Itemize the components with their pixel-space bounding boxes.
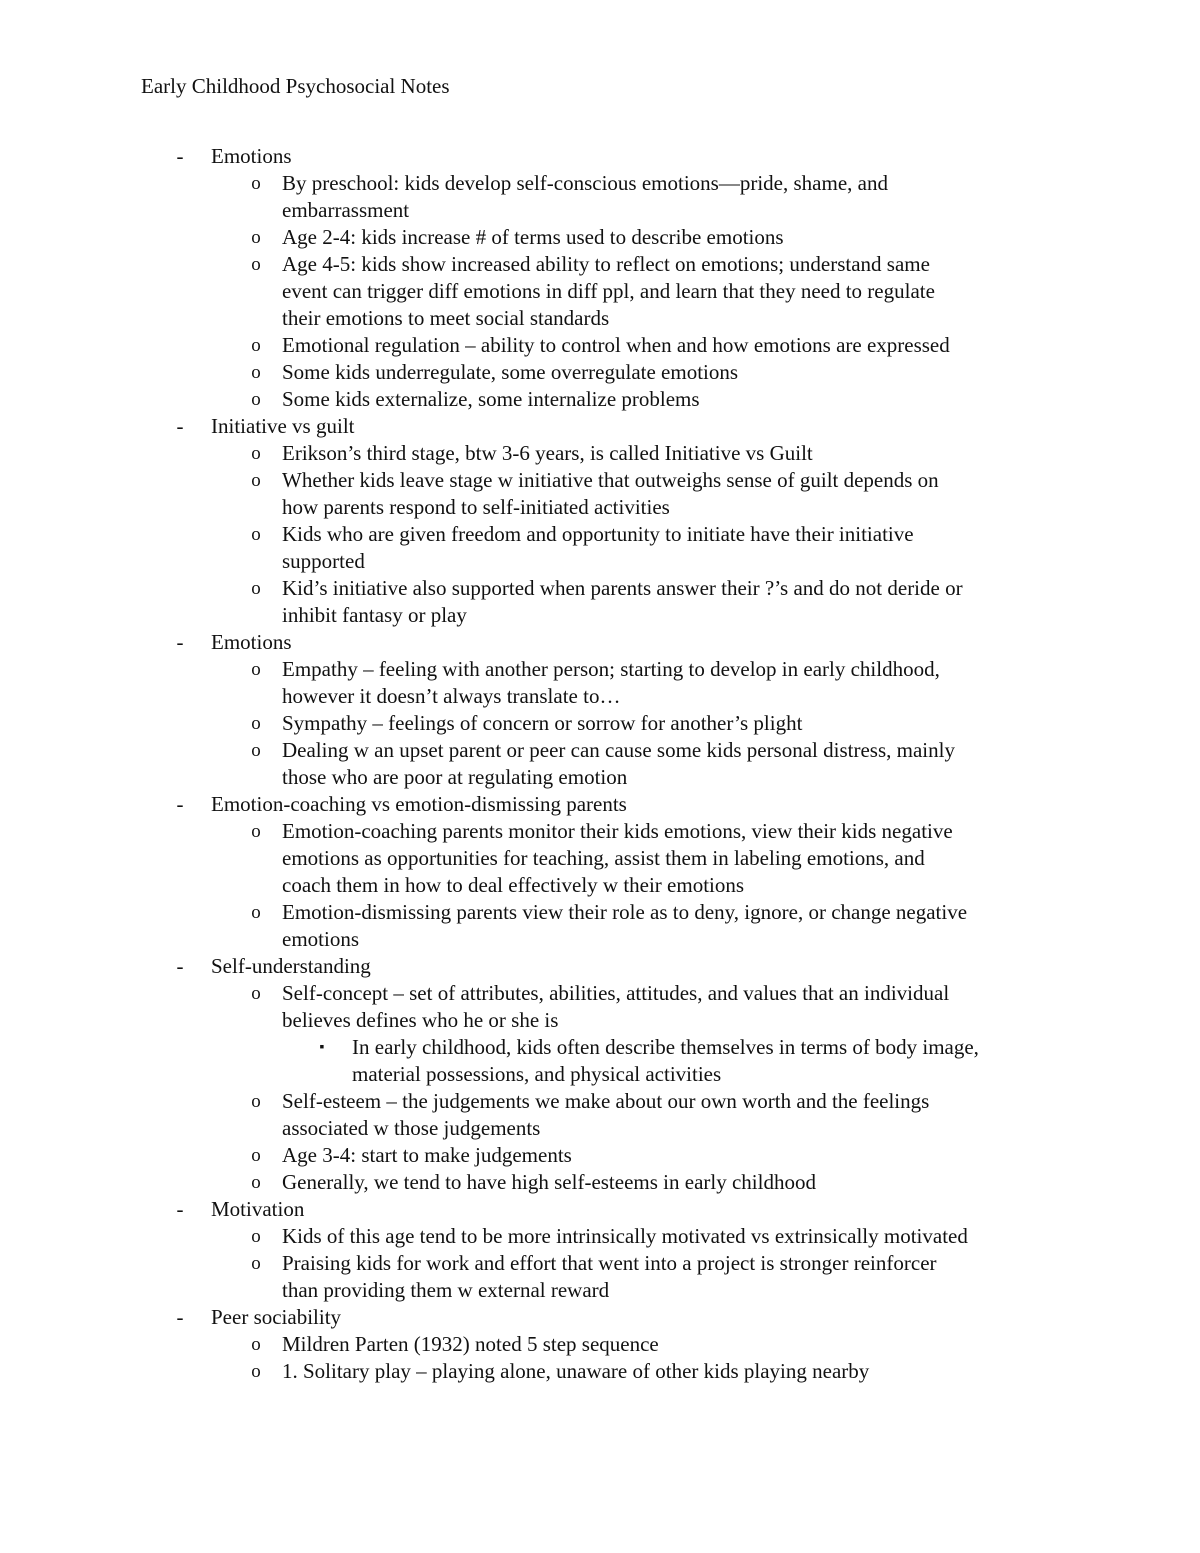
outline-item-level-2 [0,575,1200,602]
outline-item-text: Emotions [211,630,292,654]
circle-bullet-icon: o [251,821,261,842]
outline-item-level-2 [0,656,1200,683]
outline-item-text: emotions as opportunities for teaching, assist them in labeling emotions, and [282,846,925,870]
circle-bullet-icon: o [251,362,261,383]
outline-item-continuation [0,305,1200,332]
outline-item-level-1 [0,143,1200,170]
outline-item-continuation [0,872,1200,899]
circle-bullet-icon: o [251,335,261,356]
outline-item-continuation [0,548,1200,575]
outline-item-text: Emotion-dismissing parents view their role as to deny, ignore, or change negative [282,900,968,924]
circle-bullet-icon: o [251,173,261,194]
outline-item-text: Dealing w an upset parent or peer can cause some kids personal distress, mainly [282,738,955,762]
outline-item-text: By preschool: kids develop self-conscious emotions—pride, shame, and [282,171,888,195]
document-title: Early Childhood Psychosocial Notes [141,74,450,98]
circle-bullet-icon: o [251,1145,261,1166]
outline-item-text: emotions [282,927,359,951]
outline-item-text: inhibit fantasy or play [282,603,467,627]
outline-item-continuation [0,494,1200,521]
outline-item-text: Peer sociability [211,1305,342,1329]
circle-bullet-icon: o [251,713,261,734]
outline-item-level-2 [0,386,1200,413]
outline-item-level-1 [0,791,1200,818]
outline-item-text: those who are poor at regulating emotion [282,765,628,789]
outline-item-level-2 [0,224,1200,251]
outline-item-level-1 [0,953,1200,980]
outline-item-level-3 [0,1034,1200,1061]
outline-item-level-2 [0,1223,1200,1250]
outline-item-text: event can trigger diff emotions in diff ppl, and learn that they need to regulate [282,279,935,303]
outline-item-text: Erikson’s third stage, btw 3-6 years, is called Initiative vs Guilt [282,441,813,465]
outline-item-text: associated w those judgements [282,1116,541,1140]
dash-bullet-icon: - [176,1197,184,1221]
outline-item-level-2 [0,1142,1200,1169]
outline-item-text: Praising kids for work and effort that went into a project is stronger reinforcer [282,1251,937,1275]
outline-item-text: Self-esteem – the judgements we make about our own worth and the feelings [282,1089,930,1113]
outline-item-continuation [0,197,1200,224]
outline-item-level-2 [0,521,1200,548]
circle-bullet-icon: o [251,1091,261,1112]
outline-item-level-2 [0,710,1200,737]
circle-bullet-icon: o [251,1334,261,1355]
circle-bullet-icon: o [251,227,261,248]
outline-item-level-1 [0,1304,1200,1331]
outline-item-continuation [0,1277,1200,1304]
outline-item-continuation [0,1061,1200,1088]
outline-item-level-2 [0,1358,1200,1385]
dash-bullet-icon: - [176,954,184,978]
circle-bullet-icon: o [251,740,261,761]
outline-item-text: Kids of this age tend to be more intrinsically motivated vs extrinsically motivated [282,1224,968,1248]
circle-bullet-icon: o [251,1226,261,1247]
circle-bullet-icon: o [251,470,261,491]
outline-item-level-2 [0,359,1200,386]
outline-item-continuation [0,926,1200,953]
outline-item-text: In early childhood, kids often describe themselves in terms of body image, [352,1035,979,1059]
outline-item-level-1 [0,629,1200,656]
outline-item-level-2 [0,899,1200,926]
outline-item-text: Emotion-coaching vs emotion-dismissing parents [211,792,627,816]
outline-item-text: coach them in how to deal effectively w their emotions [282,873,745,897]
outline-item-text: Self-concept – set of attributes, abilities, attitudes, and values that an individual [282,981,950,1005]
outline-item-continuation [0,278,1200,305]
notes-outline [0,143,1200,1385]
outline-item-level-2 [0,170,1200,197]
dash-bullet-icon: - [176,414,184,438]
outline-item-text: supported [282,549,365,573]
outline-item-text: their emotions to meet social standards [282,306,610,330]
outline-item-level-2 [0,1088,1200,1115]
circle-bullet-icon: o [251,1172,261,1193]
dash-bullet-icon: - [176,630,184,654]
outline-item-text: Kids who are given freedom and opportunity to initiate have their initiative [282,522,914,546]
dash-bullet-icon: - [176,1305,184,1329]
circle-bullet-icon: o [251,578,261,599]
outline-item-text: Self-understanding [211,954,371,978]
outline-item-text: Age 3-4: start to make judgements [282,1143,572,1167]
outline-item-continuation [0,683,1200,710]
outline-item-level-2 [0,440,1200,467]
outline-item-text: Empathy – feeling with another person; starting to develop in early childhood, [282,657,940,681]
outline-item-text: how parents respond to self-initiated activities [282,495,670,519]
outline-item-continuation [0,845,1200,872]
outline-item-text: Kid’s initiative also supported when parents answer their ?’s and do not deride or [282,576,963,600]
outline-item-level-2 [0,332,1200,359]
outline-item-text: Whether kids leave stage w initiative that outweighs sense of guilt depends on [282,468,939,492]
outline-item-text: Some kids underregulate, some overregulate emotions [282,360,739,384]
outline-item-text: Emotion-coaching parents monitor their kids emotions, view their kids negative [282,819,953,843]
outline-item-continuation [0,1115,1200,1142]
outline-item-text: material possessions, and physical activities [352,1062,722,1086]
outline-item-level-2 [0,467,1200,494]
outline-item-text: Sympathy – feelings of concern or sorrow for another’s plight [282,711,803,735]
outline-item-text: embarrassment [282,198,410,222]
outline-item-text: Initiative vs guilt [211,414,355,438]
outline-item-level-1 [0,1196,1200,1223]
outline-item-level-2 [0,1331,1200,1358]
outline-item-level-1 [0,413,1200,440]
outline-item-level-2 [0,737,1200,764]
outline-item-level-2 [0,1169,1200,1196]
circle-bullet-icon: o [251,524,261,545]
circle-bullet-icon: o [251,659,261,680]
square-bullet-icon: ▪ [319,1040,325,1055]
outline-item-text: Age 2-4: kids increase # of terms used to describe emotions [282,225,784,249]
circle-bullet-icon: o [251,1253,261,1274]
outline-item-text: than providing them w external reward [282,1278,610,1302]
outline-item-level-2 [0,1250,1200,1277]
outline-item-text: Generally, we tend to have high self-esteems in early childhood [282,1170,816,1194]
outline-item-text: however it doesn’t always translate to… [282,684,621,708]
outline-item-level-2 [0,251,1200,278]
dash-bullet-icon: - [176,144,184,168]
outline-item-text: Age 4-5: kids show increased ability to reflect on emotions; understand same [282,252,930,276]
outline-item-text: believes defines who he or she is [282,1008,559,1032]
outline-item-text: 1. Solitary play – playing alone, unaware of other kids playing nearby [282,1359,870,1383]
circle-bullet-icon: o [251,983,261,1004]
circle-bullet-icon: o [251,254,261,275]
outline-item-level-2 [0,818,1200,845]
circle-bullet-icon: o [251,902,261,923]
outline-item-text: Motivation [211,1197,305,1221]
circle-bullet-icon: o [251,443,261,464]
outline-item-continuation [0,764,1200,791]
dash-bullet-icon: - [176,792,184,816]
outline-item-text: Some kids externalize, some internalize problems [282,387,700,411]
outline-item-text: Emotional regulation – ability to control when and how emotions are expressed [282,333,950,357]
circle-bullet-icon: o [251,1361,261,1382]
outline-item-text: Emotions [211,144,292,168]
circle-bullet-icon: o [251,389,261,410]
outline-item-level-2 [0,980,1200,1007]
outline-item-text: Mildren Parten (1932) noted 5 step sequence [282,1332,659,1356]
outline-item-continuation [0,1007,1200,1034]
outline-item-continuation [0,602,1200,629]
